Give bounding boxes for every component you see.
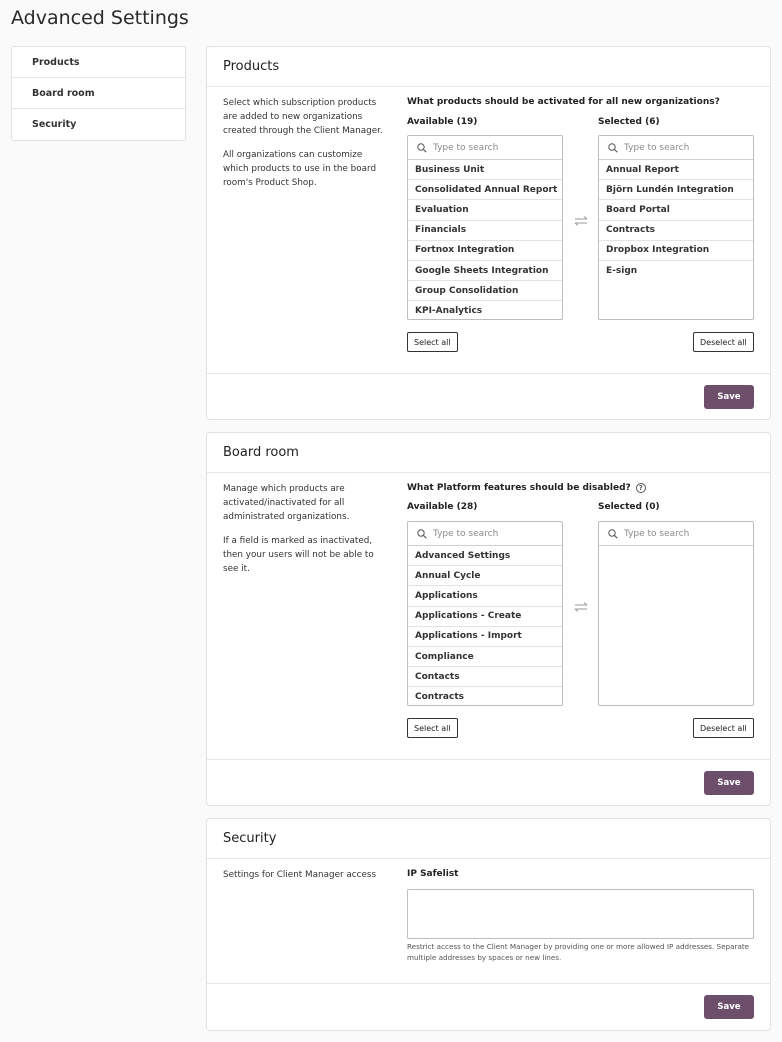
search-icon xyxy=(608,143,618,153)
page-title: Advanced Settings xyxy=(11,7,189,29)
boardroom-description xyxy=(223,482,388,586)
list-item[interactable]: Business Unit xyxy=(408,160,562,180)
boardroom-card xyxy=(206,432,771,806)
list-item[interactable]: Group Consolidation xyxy=(408,281,562,301)
list-item[interactable]: Contracts xyxy=(599,221,753,241)
list-item[interactable]: Compliance xyxy=(408,647,562,667)
list-item[interactable]: Annual Report xyxy=(599,160,753,180)
ip-safelist-label: IP Safelist xyxy=(407,869,459,879)
boardroom-card-title: Board room xyxy=(207,433,770,473)
products-description-p1: Select which subscription products are added to new organizations created through the Client Manager. xyxy=(223,98,383,136)
search-icon xyxy=(608,529,618,539)
products-save-button[interactable]: Save xyxy=(704,385,754,409)
products-card-body xyxy=(207,87,770,373)
products-select-all-button[interactable]: Select all xyxy=(407,332,458,352)
boardroom-available-list[interactable] xyxy=(407,521,563,706)
products-question xyxy=(407,97,720,107)
products-description-p2: All organizations can customize which products to use in the board room's Product Shop. xyxy=(223,150,377,188)
security-description: Settings for Client Manager access xyxy=(223,870,377,880)
boardroom-question xyxy=(407,483,646,493)
products-deselect-all-button[interactable]: Deselect all xyxy=(693,332,754,352)
question-circle-icon[interactable]: ? xyxy=(636,483,646,493)
list-item[interactable]: Google Sheets Integration xyxy=(408,261,562,281)
products-card xyxy=(206,46,771,420)
boardroom-card-footer xyxy=(207,759,770,805)
list-item[interactable]: Contracts xyxy=(415,692,465,703)
products-available-label: Available (19) xyxy=(407,117,478,127)
list-item[interactable]: E-sign xyxy=(606,266,638,277)
boardroom-select-all-button[interactable]: Select all xyxy=(407,718,458,738)
security-card-title: Security xyxy=(207,819,770,859)
products-card-title: Products xyxy=(207,47,770,87)
boardroom-available-search-input[interactable] xyxy=(433,529,553,539)
boardroom-description-p1: Manage which products are activated/inactivated for all administrated organizations. xyxy=(223,484,350,522)
boardroom-selected-search xyxy=(599,522,753,546)
products-selected-search xyxy=(599,136,753,160)
products-available-list[interactable] xyxy=(407,135,563,320)
list-item[interactable]: Board Portal xyxy=(599,200,753,220)
list-item[interactable]: Consolidated Annual Report xyxy=(408,180,562,200)
boardroom-available-search xyxy=(408,522,562,546)
products-selected-label: Selected (6) xyxy=(598,117,660,127)
security-card-body xyxy=(207,859,770,983)
list-item[interactable]: Björn Lundén Integration xyxy=(599,180,753,200)
products-available-search-input[interactable] xyxy=(433,143,553,153)
boardroom-selected-label: Selected (0) xyxy=(598,502,660,512)
swap-arrows-icon[interactable] xyxy=(573,215,589,227)
list-item[interactable]: Dropbox Integration xyxy=(599,241,753,261)
boardroom-card-body xyxy=(207,473,770,759)
list-item[interactable]: KPI-Analytics xyxy=(415,306,483,317)
products-question-text: What products should be activated for all new organizations? xyxy=(407,97,720,107)
boardroom-selected-search-input[interactable] xyxy=(624,529,744,539)
sidebar-item-board-room[interactable]: Board room xyxy=(12,78,185,109)
boardroom-available-label: Available (28) xyxy=(407,502,478,512)
list-item[interactable]: Contacts xyxy=(408,667,562,687)
swap-arrows-icon[interactable] xyxy=(573,601,589,613)
sidebar-nav xyxy=(11,46,186,141)
ip-safelist-textarea[interactable] xyxy=(407,889,754,939)
search-icon xyxy=(417,143,427,153)
list-item[interactable]: Fortnox Integration xyxy=(408,241,562,261)
boardroom-description-p2: If a field is marked as inactivated, then your users will not be able to see it. xyxy=(223,536,374,574)
boardroom-save-button[interactable]: Save xyxy=(704,771,754,795)
sidebar-item-security[interactable]: Security xyxy=(32,119,77,130)
boardroom-selected-list[interactable] xyxy=(598,521,754,706)
products-selected-list[interactable] xyxy=(598,135,754,320)
list-item[interactable]: Annual Cycle xyxy=(408,566,562,586)
list-item[interactable]: Advanced Settings xyxy=(408,546,562,566)
list-item[interactable]: Applications xyxy=(408,586,562,606)
security-card xyxy=(206,818,771,1031)
boardroom-question-text: What Platform features should be disabled? xyxy=(407,483,631,493)
list-item[interactable]: Applications - Import xyxy=(408,627,562,647)
ip-safelist-hint: Restrict access to the Client Manager by providing one or more allowed IP addresses. Separate multiple addresses by spaces or new lines. xyxy=(407,942,750,962)
products-description xyxy=(223,96,388,200)
list-item[interactable]: Applications - Create xyxy=(408,607,562,627)
products-available-search xyxy=(408,136,562,160)
security-save-button[interactable]: Save xyxy=(704,995,754,1019)
products-card-footer xyxy=(207,373,770,419)
products-selected-search-input[interactable] xyxy=(624,143,744,153)
boardroom-deselect-all-button[interactable]: Deselect all xyxy=(693,718,754,738)
list-item[interactable]: Evaluation xyxy=(408,200,562,220)
list-item[interactable]: Financials xyxy=(408,221,562,241)
security-card-footer xyxy=(207,983,770,1030)
search-icon xyxy=(417,529,427,539)
sidebar-item-products[interactable]: Products xyxy=(12,47,185,78)
